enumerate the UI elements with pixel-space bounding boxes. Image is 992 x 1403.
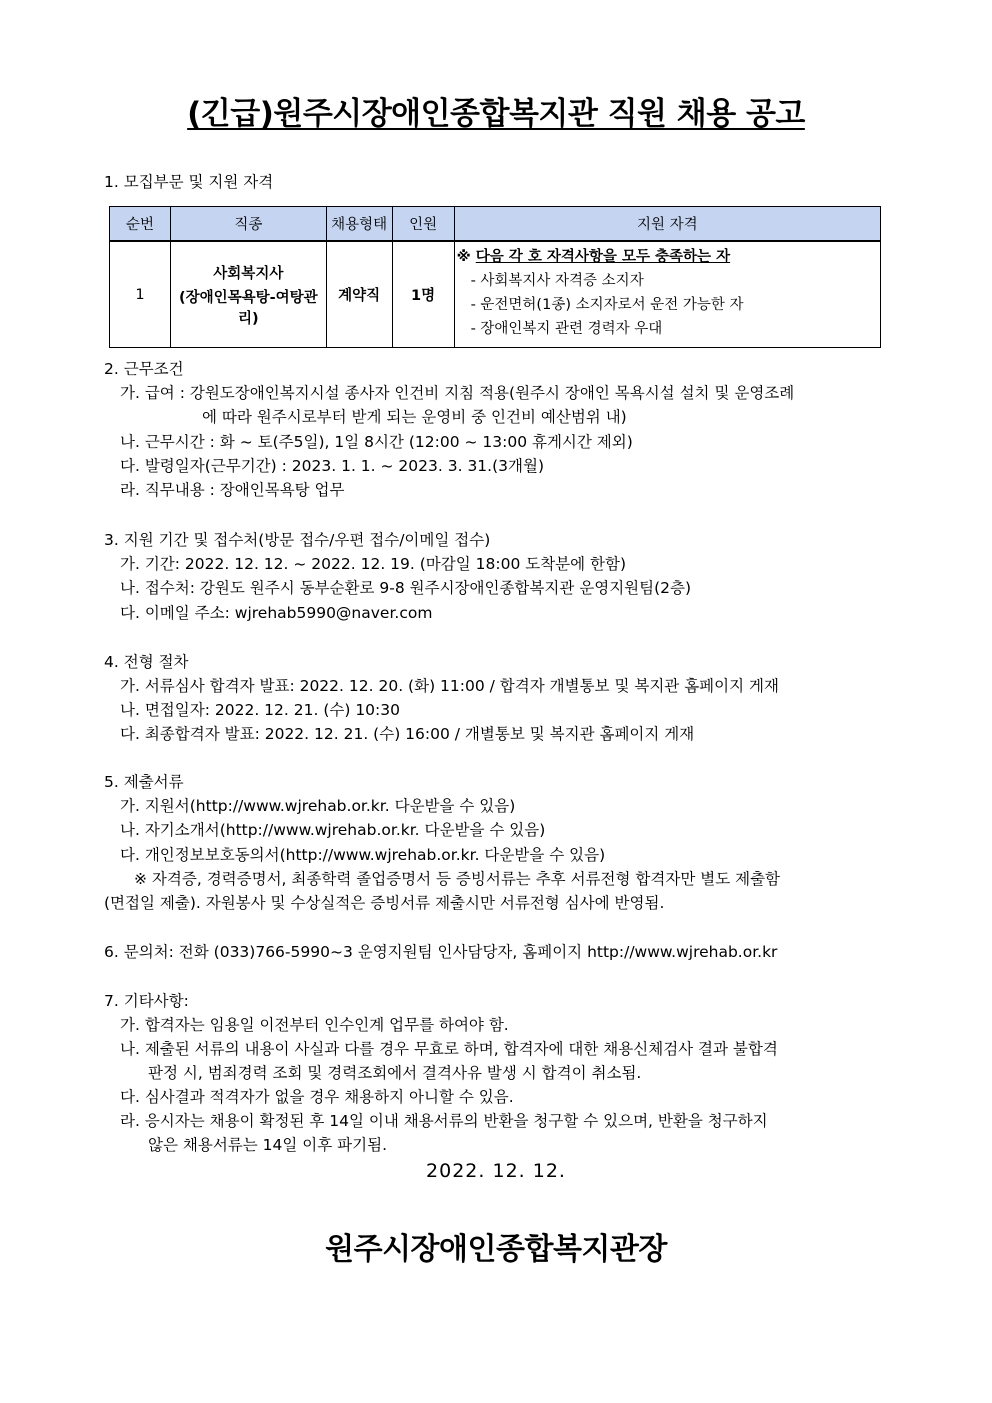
table-row [110,241,881,348]
cell-employment-type: 계약직 [326,241,392,348]
section4-heading: 4. 전형 절차 [104,653,189,671]
application-place: 나. 접수처: 강원도 원주시 동부순환로 9-8 원주시장애인종합복지관 운영지원팀(2층) [120,579,692,597]
document-item: 다. 개인정보보호동의서(http://www.wjrehab.or.kr. 다운받을 수 있음) [120,846,606,864]
section1-heading: 1. 모집부문 및 지원 자격 [104,173,274,191]
cell-headcount: 1명 [392,241,454,348]
table-header-row [110,207,881,242]
section3-heading: 3. 지원 기간 및 접수처(방문 접수/우편 접수/이메일 접수) [104,531,491,549]
work-hours: 나. 근무시간 : 화 ~ 토(주5일), 1일 8시간 (12:00 ~ 13:00 휴게시간 제외) [120,433,633,451]
section5-heading: 5. 제출서류 [104,773,184,791]
col-header-type: 채용형태 [326,207,392,242]
salary-line: 가. 급여 : 강원도장애인복지시설 종사자 인건비 지침 적용(원주시 장애인 목욕시설 설치 및 운영조례 [120,384,795,402]
document-result: 가. 서류심사 합격자 발표: 2022. 12. 20. (화) 11:00 / 합격자 개별통보 및 복지관 홈페이지 게재 [120,677,779,695]
misc-item: 다. 심사결과 적격자가 없을 경우 채용하지 아니할 수 있음. [120,1088,514,1106]
misc-item: 나. 제출된 서류의 내용이 사실과 다를 경우 무효로 하며, 합격자에 대한 채용신체검사 결과 불합격 [120,1040,778,1058]
qualification-heading-text: 다음 각 호 자격사항을 모두 충족하는 자 [475,249,731,265]
cell-no: 1 [110,241,171,348]
document-note: ※ 자격증, 경력증명서, 최종학력 졸업증명서 등 증빙서류는 추후 서류전형 합격자만 별도 제출함 [134,870,781,888]
cell-qualification [454,241,880,348]
application-email: 다. 이메일 주소: wjrehab5990@naver.com [120,604,433,622]
job-title: 사회복지사 [213,265,284,282]
col-header-qualification: 지원 자격 [454,207,880,242]
qualification-item: - 운전면허(1종) 소지자로서 운전 가능한 자 [470,297,744,313]
document-item: 나. 자기소개서(http://www.wjrehab.or.kr. 다운받을 수 있음) [120,821,546,839]
job-detail: (장애인목욕탕-여탕관리) [178,289,318,327]
document-note-cont: (면접일 제출). 자원봉사 및 수상실적은 증빙서류 제출시만 서류전형 심사에 반영됨. [104,894,665,912]
document-item: 가. 지원서(http://www.wjrehab.or.kr. 다운받을 수 있음) [120,797,516,815]
misc-item: 가. 합격자는 임용일 이전부터 인수인계 업무를 하여야 함. [120,1016,509,1034]
interview-date: 나. 면접일자: 2022. 12. 21. (수) 10:30 [120,701,400,719]
application-period: 가. 기간: 2022. 12. 12. ~ 2022. 12. 19. (마감일 18:00 도착분에 한함) [120,555,627,573]
reference-mark: ※ [456,249,476,265]
misc-item-cont: 판정 시, 범죄경력 조회 및 경력조회에서 결격사유 발생 시 합격이 취소됨. [148,1064,642,1082]
section6-contact: 6. 문의처: 전화 (033)766-5990~3 운영지원팀 인사담당자, 홈페이지 http://www.wjrehab.or.kr [104,943,778,961]
recruit-table [109,206,881,348]
misc-item: 라. 응시자는 채용이 확정된 후 14일 이내 채용서류의 반환을 청구할 수 있으며, 반환을 청구하지 [120,1112,768,1130]
page-title: (긴급)원주시장애인종합복지관 직원 채용 공고 [187,96,805,132]
work-period: 다. 발령일자(근무기간) : 2023. 1. 1. ~ 2023. 3. 31.(3개월) [120,457,544,475]
col-header-job: 직종 [170,207,326,242]
issuer-signature: 원주시장애인종합복지관장 [325,1232,667,1267]
section7-heading: 7. 기타사항: [104,992,189,1010]
col-header-no: 순번 [110,207,171,242]
qualification-item: - 장애인복지 관련 경력자 우대 [470,321,663,337]
qualification-item: - 사회복지사 자격증 소지자 [470,273,644,289]
col-header-count: 인원 [392,207,454,242]
misc-item-cont: 않은 채용서류는 14일 이후 파기됨. [148,1136,388,1154]
salary-line-cont: 에 따라 원주시로부터 받게 되는 운영비 중 인건비 예산범위 내) [202,408,627,426]
qualification-heading [457,245,878,269]
duty: 라. 직무내용 : 장애인목욕탕 업무 [120,481,345,499]
final-result: 다. 최종합격자 발표: 2022. 12. 21. (수) 16:00 / 개별통보 및 복지관 홈페이지 게재 [120,725,695,743]
section2-heading: 2. 근무조건 [104,360,184,378]
cell-job [170,241,326,348]
notice-date: 2022. 12. 12. [426,1160,566,1182]
